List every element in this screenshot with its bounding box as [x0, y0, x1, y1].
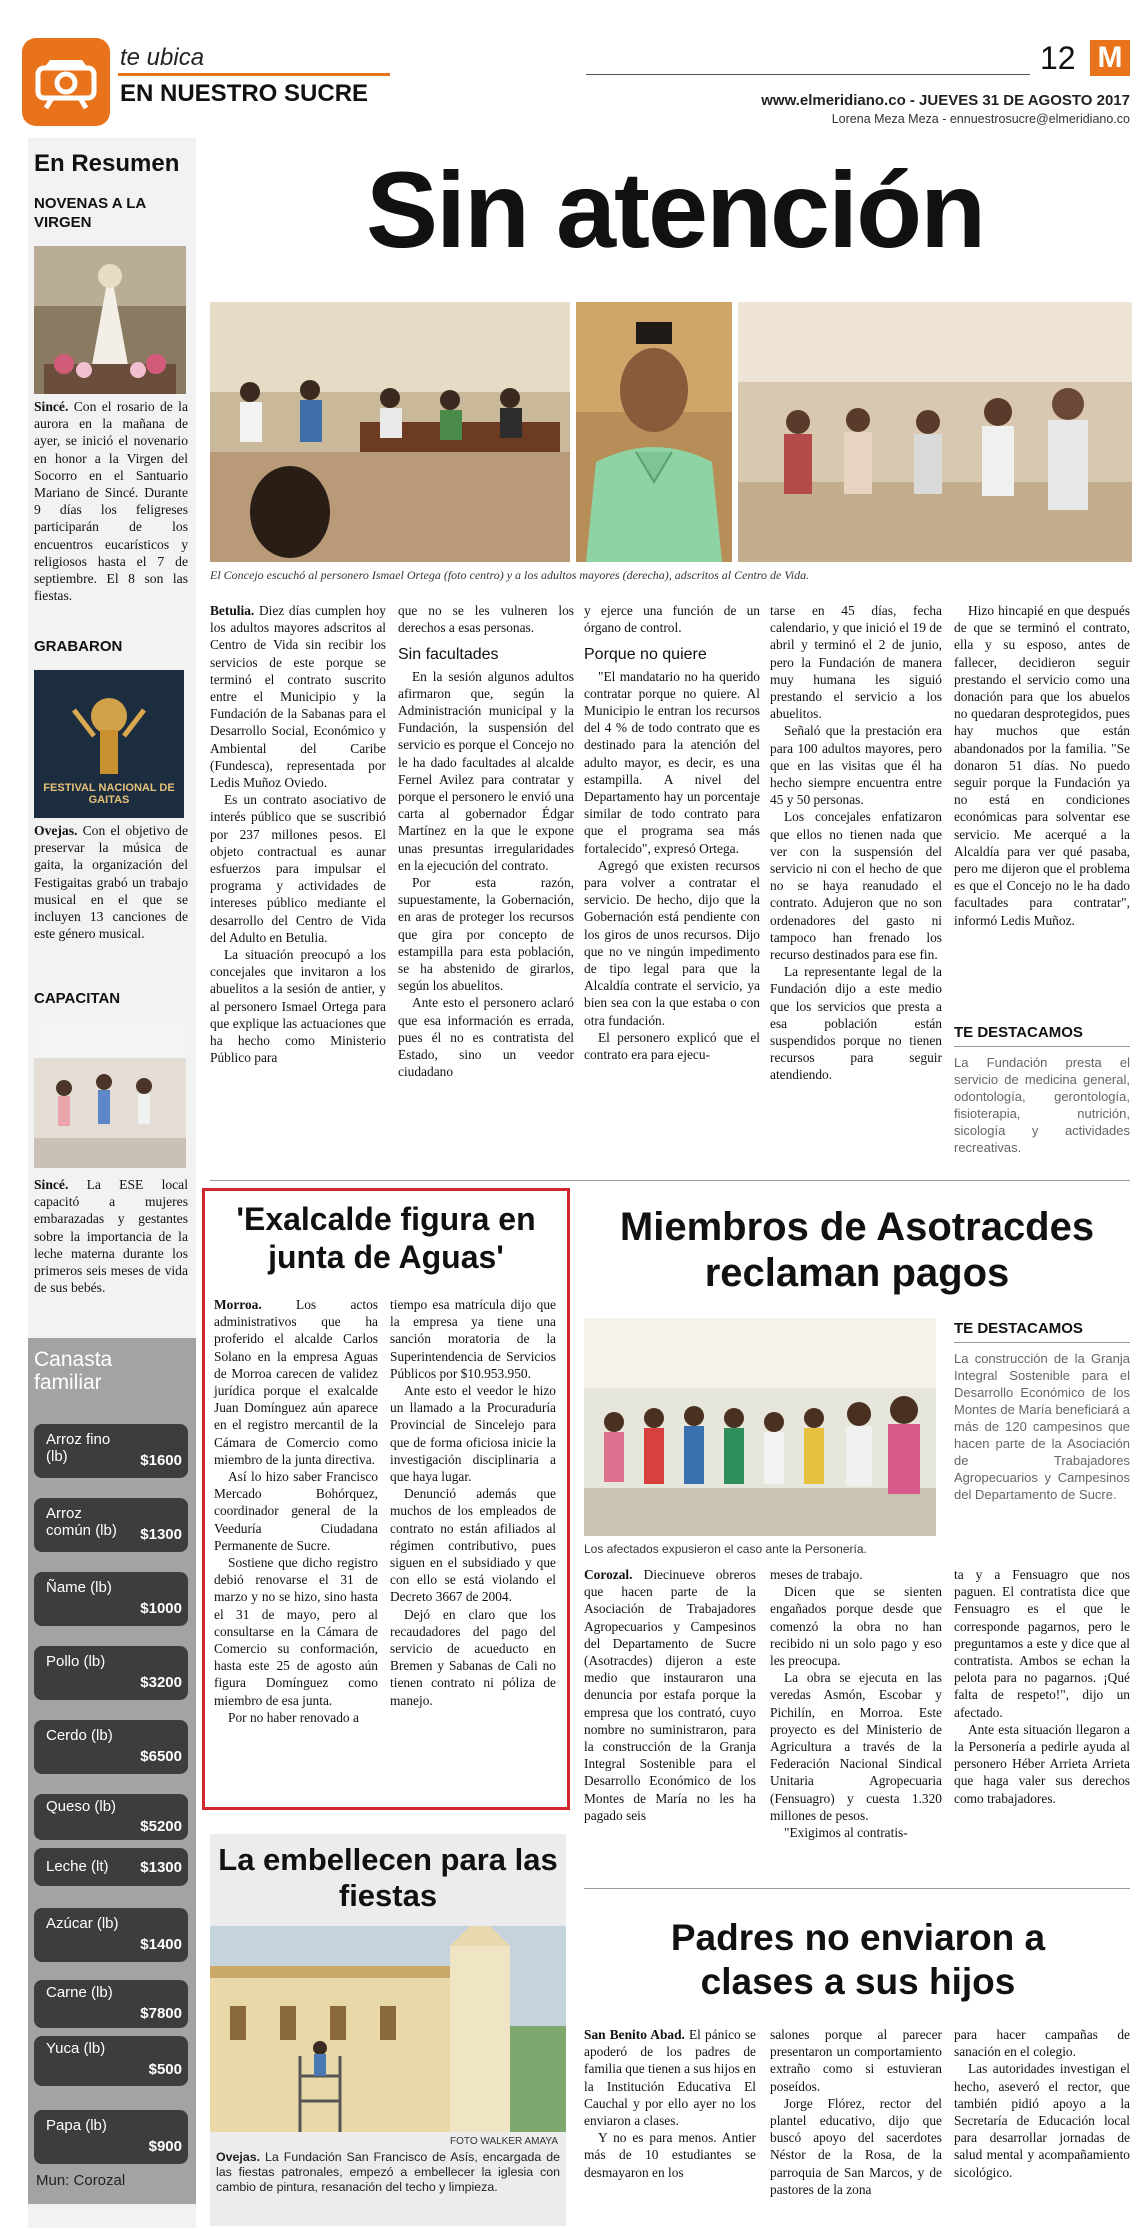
sidebar-heading-novenas: NOVENAS A LA VIRGEN: [34, 195, 146, 231]
paragraph-text: La Fundación San Francisco de Asís, encargada de las fiestas patronales, empezó a embellecer la iglesia con cambio de pintura, resanación del techo y limpieza.: [216, 2150, 560, 2194]
canasta-item-price: $1400: [140, 1936, 182, 1953]
paragraph: Denunció además que muchos de los empleados de contrato no están afiliados al régimen contributivo, pues siguen en el subsidiado y que con ello se está violando el Decreto 3667 de 2004.: [390, 1486, 556, 1605]
canasta-item-name: Queso (lb): [46, 1798, 117, 1815]
paragraph: La representante legal de la Fundación dijo a este medio que los servicios que presta a esa población están suspendidos porque no tienen recursos para seguir atendiendo.: [770, 964, 942, 1083]
dateline: Ovejas.: [216, 2150, 261, 2164]
website-date: www.elmeridiano.co - JUEVES 31 DE AGOSTO 2017: [761, 92, 1130, 109]
paragraph: ta y a Fensuagro que nos paguen. El contratista dice que Fensuagro es el que le corresponde pagarnos, pero le preguntamos a este y dice que al contratista. Ambos se echan la pelota para no pagarnos. ¡Qué falta de respeto!", dijo un afectado.: [954, 1567, 1130, 1720]
dateline: Morroa.: [214, 1297, 262, 1312]
paragraph: "El mandatario no ha querido contratar porque no quiere. Al Municipio le entran los recursos del 4 % de todo contrato que es destinado para la atención del adulto mayor, es decir, es una estampilla. A nivel del Departamento hay un porcentaje similar de todo contrato para que el programa sea más fortalecido", expresó Ortega.: [584, 668, 760, 856]
paragraph-text: Los actos administrativos que ha proferido el alcalde Carlos Solano en la empresa Aguas de Morroa carecen de validez jurídica porque el exalcalde Juan Domínguez aún aparece en el registro mercantil de la Cámara de Comercio como miembro de la junta directiva.: [214, 1297, 378, 1467]
canasta-item-price: $500: [148, 2061, 182, 2078]
paragraph: [584, 2026, 756, 2129]
padres-divider: [584, 1888, 1130, 1889]
paragraph: Ante esta situación llegaron a la Personería a pedirle ayuda al personero Héber Arrieta Arrieta que haga valer sus derechos como trabajadores.: [954, 1721, 1130, 1806]
canasta-item-name: Cerdo (lb): [46, 1727, 113, 1744]
canasta-item-price: $7800: [140, 2005, 182, 2022]
dateline: San Benito Abad.: [584, 2027, 685, 2042]
canasta-item-price: $900: [148, 2138, 182, 2155]
photo-adultos-mayores: [738, 302, 1132, 562]
embellecen-text: [216, 2150, 560, 2195]
section-big-label: EN NUESTRO SUCRE: [120, 80, 369, 107]
photo-personero: [576, 302, 732, 562]
section-small-label: te ubica: [120, 44, 205, 71]
main-photo-caption: El Concejo escuchó al personero Ismael Ortega (foto centro) y a los adultos mayores (derecha), adscritos al Centro de Vida.: [210, 568, 810, 582]
paragraph: El personero explicó que el contrato era para ejecu-: [584, 1029, 760, 1063]
canasta-item: [34, 1572, 188, 1626]
destacamos-text: La Fundación presta el servicio de medicina general, odontología, gerontología, fisioterapia, nutrición, sicología y actividades recreativas.: [954, 1055, 1130, 1155]
asotracdes-headline: Miembros de Asotracdes reclaman pagos: [619, 1205, 1095, 1295]
paragraph: [210, 602, 386, 791]
asotracdes-destacamos-rule: [954, 1342, 1130, 1343]
paragraph: tarse en 45 días, fecha calendario, y que inició el 19 de abril y terminó el 2 de junio, pero la Fundación de manera muy humana les siguió prestando el servicio a los abuelitos.: [770, 603, 942, 722]
photo-asotracdes: [584, 1318, 936, 1536]
sidebar-heading-grabaron: GRABARON: [34, 638, 123, 655]
brief-text: Con el objetivo de preservar la música de gaita, la organización del Festigaitas grabó un trabajo musical en el que se incluyen 13 canciones de este género musical.: [34, 823, 188, 942]
canasta-item: [34, 1498, 188, 1552]
canasta-item: [34, 2036, 188, 2086]
dateline: Betulia.: [210, 603, 255, 618]
paragraph: Las autoridades investigan el hecho, aseveró el rector, que también pidió apoyo a la Secretaría de Educación local para desarrollar jornadas de salud mental y acompañamiento sicológico.: [954, 2061, 1130, 2180]
canasta-item-price: $3200: [140, 1674, 182, 1691]
paragraph: y ejerce una función de un órgano de control.: [584, 603, 760, 636]
dateline: Corozal.: [584, 1567, 633, 1582]
paragraph: Señaló que la prestación era para 100 adultos mayores, pero que en las visitas que él ha hecho siempre encuentra entre 45 y 50 personas.: [770, 723, 942, 808]
photo-concejo: [210, 302, 570, 562]
embellecen-photo-credit: FOTO WALKER AMAYA: [450, 2136, 558, 2147]
canasta-item: [34, 1908, 188, 1962]
canasta-item-price: $1600: [140, 1452, 182, 1469]
section-divider: [118, 73, 390, 76]
brief-lead: Sincé.: [34, 1177, 69, 1192]
asotracdes-col-3: [954, 1566, 1130, 1807]
canasta-item-name: Arroz común (lb): [46, 1505, 117, 1539]
header-rule: [586, 74, 1030, 75]
asotracdes-destacamos-text: La construcción de la Granja Integral Sostenible para el Desarrollo Económico de los Montes de María beneficiará a más de 120 campesinos que hacen parte de la Asociación de Trabajadores Agropecuarios y Campesinos del Departamento de Sucre.: [954, 1351, 1130, 1502]
canasta-item: [34, 1646, 188, 1700]
brief-lead: Sincé.: [34, 399, 69, 414]
gaitas-image-text: FESTIVAL NACIONAL DE GAITAS: [43, 782, 175, 806]
sidebar-photo-capacitan: [34, 1018, 186, 1168]
main-col-4: [770, 602, 942, 1084]
main-headline: Sin atención: [365, 149, 985, 270]
canasta-item: [34, 1980, 188, 2028]
paragraph: salones porque al parecer presentaron un comportamiento extraño como si estuvieran poseídos.: [770, 2027, 942, 2094]
byline: Lorena Meza Meza - ennuestrosucre@elmeridiano.co: [831, 112, 1130, 126]
paragraph: [584, 1566, 756, 1824]
canasta-municipio: Mun: Corozal: [36, 2172, 126, 2189]
sidebar-brief-novenas: [34, 398, 188, 604]
paragraph: meses de trabajo.: [770, 1567, 863, 1582]
paragraph: Dejó en claro que los recaudadores del pago del servicio de acueducto en Bremen y Sabanas de Cali no tienen contrato ni póliza de manejo.: [390, 1606, 556, 1708]
canasta-item-price: $1300: [140, 1526, 182, 1543]
sidebar-title: En Resumen: [34, 150, 180, 177]
brief-text: La ESE local capacitó a mujeres embarazadas y gestantes sobre la importancia de la leche materna durante los primeros seis meses de vida de sus bebés.: [34, 1177, 188, 1296]
paragraph: Jorge Flórez, rector del plantel educativo, dijo que buscó apoyo del sacerdotes Néstor de la Rosa, de la parroquia de San Marcos, y de pastores de la zona: [770, 2095, 942, 2197]
sidebar-photo-gaitas: [34, 670, 184, 818]
exalcalde-col-1: [214, 1296, 378, 1726]
canasta-item: [34, 1720, 188, 1774]
sidebar-photo-virgen: [34, 246, 186, 394]
padres-headline: Padres no enviaron a clases a sus hijos: [670, 1917, 1046, 2002]
paragraph: Agregó que existen recursos para volver a contratar el servicio. De hecho, dijo que la Gobernación está pendiente con los giros de unos recursos. Dijo que no ve ningún impedimento de tipo legal para que la Alcaldía contrate el servicio, ya bien sea con la que estaba o con otra fundación.: [584, 857, 760, 1028]
main-col-2: [398, 602, 574, 1080]
paragraph: Por esta razón, supuestamente, la Gobernación, en aras de proteger los recursos que gira por concepto de estampilla para esta población, se ha abstenido de girarlos, según los abuelitos.: [398, 875, 574, 994]
canasta-item: [34, 2110, 188, 2164]
paragraph: Así lo hizo saber Francisco Mercado Bohórquez, coordinador general de la Veeduría Ciudadana Permanente de Sucre.: [214, 1469, 378, 1553]
section-divider: [210, 1180, 1130, 1181]
canasta-item: [34, 1848, 188, 1886]
canasta-item-name: Carne (lb): [46, 1984, 113, 2001]
paragraph: Por no haber renovado a: [228, 1709, 359, 1725]
sidebar-heading-capacitan: CAPACITAN: [34, 990, 121, 1007]
sidebar-brief-grabaron: [34, 822, 188, 942]
paragraph: Es un contrato asociativo de interés público que se suscribió por 237 millones pesos. El objeto contractual es aunar esfuerzos para impulsar el programa y actividades de intereses público mediante el desarrollo del Centro de Vida del Adulto en Betulia.: [210, 792, 386, 945]
main-col-3: [584, 602, 760, 1063]
paragraph: Ante esto el personero aclaró que esa información es errada, pues él no es contratista del Estado, sino un veedor ciudadano: [398, 995, 574, 1080]
asotracdes-col-2: [770, 1566, 942, 1841]
padres-col-2: [770, 2026, 942, 2198]
brief-lead: Ovejas.: [34, 823, 78, 838]
canasta-item-name: Leche (lt): [46, 1858, 109, 1875]
paragraph: [214, 1296, 378, 1468]
paragraph: Ante esto el veedor le hizo un llamado a la Procuraduría Provincial de Sincelejo para que de forma oficiosa inicie la investigación disciplinaria a que haya lugar.: [390, 1383, 556, 1485]
paragraph-text: El pánico se apoderó de los padres de familia que tienen a sus hijos en la Institución Educativa El Cauchal y por ello ayer no los enviaron a clases.: [584, 2027, 756, 2129]
paragraph: que no se les vulneren los derechos a esas personas.: [398, 603, 574, 636]
canasta-item-price: $5200: [140, 1818, 182, 1835]
canasta-item-price: $1300: [140, 1859, 182, 1876]
destacamos-rule: [954, 1046, 1130, 1047]
sidebar-brief-capacitan: [34, 1176, 188, 1296]
canasta-item: [34, 1794, 188, 1840]
paragraph: Hizo hincapié en que después de que se terminó el contrato, ella y su esposo, antes de fallecer, decidieron seguir prestando el servicio como una donación para que los abuelos no quedaran desprotegidos, pues hay muchos que están abandonados por la familia. "Se donaron 51 días. No puedo seguir porque la Fundación ya no está en condiciones económicas para solventar ese servicio. Me acerqué a la Alcaldía para ver qué pasaba, pero me dijeron que el problema es que el Concejo no le ha dado facultades para contratar", informó Ledis Muñoz.: [954, 603, 1130, 928]
paragraph: La obra se ejecuta en las veredas Asmón, Escobar y Pichilín, en Morroa. Este proyecto es del Ministerio de Agricultura a través de la Federación Nacional Sindical Unitaria Agropecuaria (Fensuagro) y cuesta 1.320 millones de pesos.: [770, 1670, 942, 1823]
destacamos-title: TE DESTACAMOS: [954, 1024, 1083, 1041]
asotracdes-destacamos-title: TE DESTACAMOS: [954, 1320, 1083, 1337]
paragraph: para hacer campañas de sanación en el colegio.: [954, 2027, 1130, 2060]
paragraph: "Exigimos al contratis-: [784, 1825, 908, 1841]
page-number: 12: [1040, 40, 1076, 76]
paragraph-text: Diez días cumplen hoy los adultos mayores adscritos al Centro de Vida sin recibir los servicios de este porque se terminó el contrato suscrito entre el Municipio y la Fundación de la Sabanas para el Desarrollo Social, Económico y Ambiental del Caribe (Fundesca), representada por Ledis Muñoz Oviedo.: [210, 603, 386, 791]
canasta-item-price: $1000: [140, 1600, 182, 1617]
paragraph: Sostiene que dicho registro debió renovarse el 31 de marzo y no se hizo, sino hasta el 31 de mayo, pero al consultarse en la Cámara de Comercio su conformación, hasta este 25 de agosto aún figura Domínguez como miembro de esa junta.: [214, 1555, 378, 1708]
paragraph: Dicen que se sienten engañados porque desde que comenzó la obra no han recibido ni un solo pago y eso les preocupa.: [770, 1584, 942, 1669]
paragraph: Y no es para menos. Antier más de 10 estudiantes se desmayaron en los: [584, 2130, 756, 2180]
asotracdes-col-1: [584, 1566, 756, 1824]
canasta-item-name: Papa (lb): [46, 2117, 107, 2134]
embellecen-headline: La embellecen para las fiestas: [218, 1842, 558, 1913]
canasta-item-name: Arroz fino (lb): [46, 1431, 111, 1465]
paragraph: La situación preocupó a los concejales que invitaron a los abuelitos a la sesión de antier, y al personero Ismael Ortega para que explique las actuaciones que ha hecho como Ministerio Público para: [210, 947, 386, 1066]
main-col-1: [210, 602, 386, 1066]
exalcalde-headline: 'Exalcalde figura en junta de Aguas': [236, 1201, 536, 1275]
paragraph-text: Diecinueve obreros que hacen parte de la Asociación de Trabajadores Agropecuarios y Campesinos del Departamento de Sucre (Asotracdes) dijeron a este medio que instauraron una denuncia por estafa porque la empresa que los contrató, cuyo nombre no suministraron, para la construcción de la Granja Integral Sostenible para el Desarrollo Económico de los Montes de María no les ha pagado seis: [584, 1567, 756, 1823]
brief-text: Con el rosario de la aurora en la mañana de ayer, se inició el novenario en honor a la Virgen del Socorro en el Santuario Mariano de Sincé. Durante 9 días los feligreses participarán de los encuentros eucarísticos y religiosos hasta el 7 de septiembre. El 8 son las fiestas.: [34, 399, 188, 604]
canasta-item-name: Yuca (lb): [46, 2040, 106, 2057]
canasta-item-name: Pollo (lb): [46, 1653, 106, 1670]
subheading: Sin facultades: [398, 646, 499, 664]
paragraph: tiempo esa matrícula dijo que la empresa ya tiene una sanción moratoria de la Superintendencia de Servicios Públicos por $10.953.950.: [390, 1297, 556, 1381]
padres-col-1: [584, 2026, 756, 2181]
photo-iglesia: [210, 1926, 566, 2132]
asotracdes-photo-caption: Los afectados expusieron el caso ante la Personería.: [584, 1542, 867, 1556]
paragraph: En la sesión algunos adultos afirmaron que, según la Administración municipal y la Fundación, la suspensión del servicio es porque el Concejo no le ha dado facultades al alcalde Fernel Avilez para contratar y porque el personero le envió una carta al gobernador Édgar Martínez en la que le expone unas presuntas irregularidades en la ejecución del contrato.: [398, 668, 574, 873]
subheading: Porque no quiere: [584, 646, 707, 664]
canasta-item: [34, 1424, 188, 1478]
main-col-5: [954, 602, 1130, 929]
canasta-item-name: Azúcar (lb): [46, 1915, 119, 1932]
brand-logo: M: [1090, 40, 1130, 76]
section-logo-icon: [22, 38, 110, 126]
paragraph: Los concejales enfatizaron que ellos no tienen nada que ver con la suspensión del servicio ni con el hecho de que no se haya reanudado el contrato. Adujeron que no son ordenadores del gasto ni tampoco han frenado los recurso destinados para ese fin.: [770, 809, 942, 963]
padres-col-3: [954, 2026, 1130, 2181]
exalcalde-col-2: [390, 1296, 556, 1709]
canasta-item-price: $6500: [140, 1748, 182, 1765]
canasta-title: Canasta familiar: [34, 1348, 113, 1394]
canasta-item-name: Ñame (lb): [46, 1579, 112, 1596]
